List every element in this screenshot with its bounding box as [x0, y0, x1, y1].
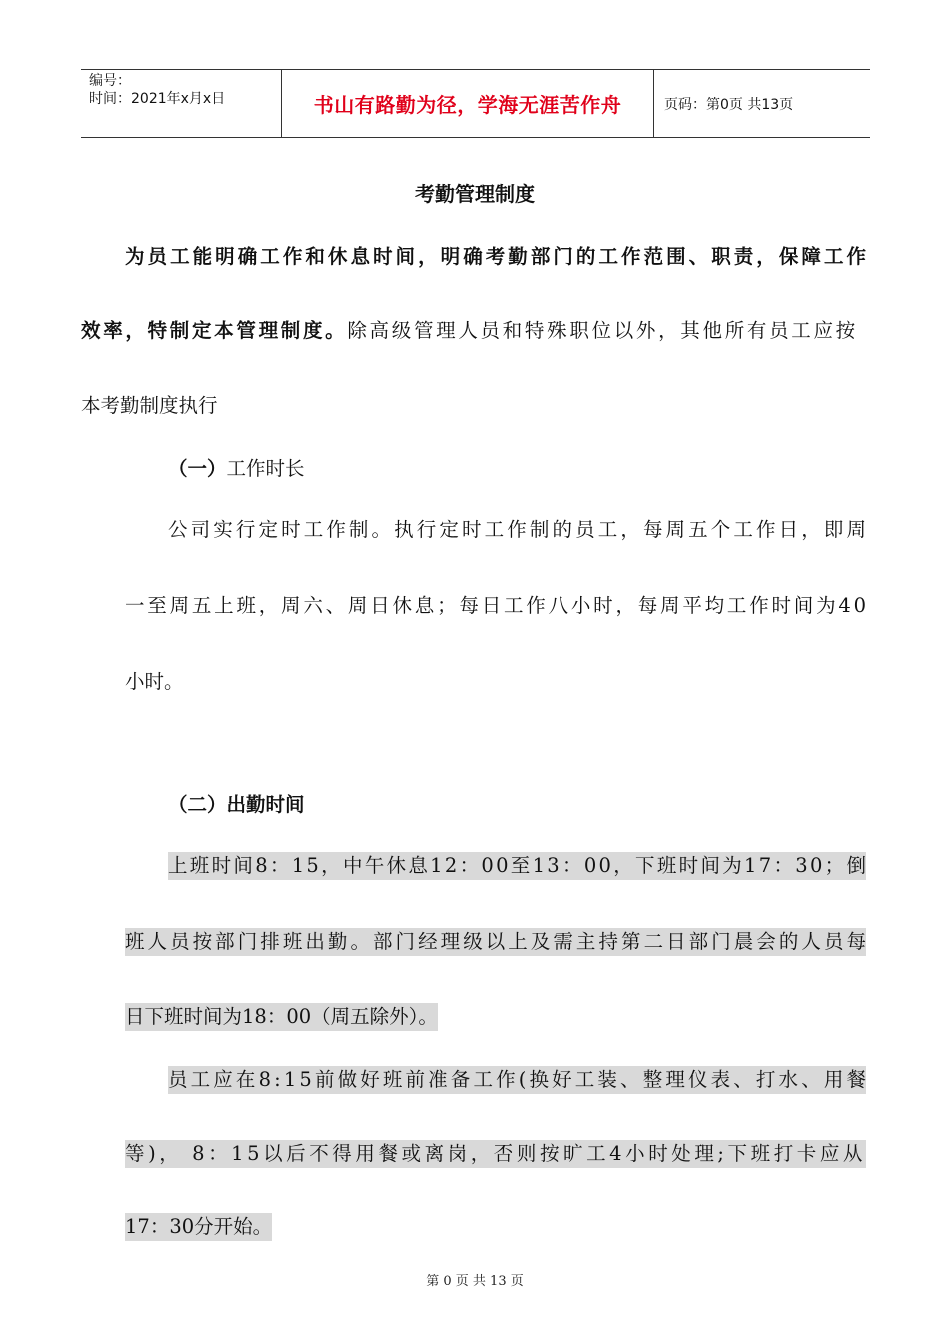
header-meta: [81, 70, 282, 137]
intro-line-3: 本考勤制度执行: [81, 394, 218, 417]
section-1-title: 工作时长: [226, 457, 305, 480]
document-title: 考勤管理制度: [415, 182, 535, 206]
page-header: [81, 69, 870, 138]
section-2-para-1-line-1: 上班时间8：15，中午休息12：00至13：00，下班时间为17：30；倒: [168, 852, 866, 880]
header-number: 编号：: [89, 73, 131, 89]
section-1-number: （一）: [168, 457, 227, 480]
intro-line-1: 为员工能明确工作和休息时间，明确考勤部门的工作范围、职责，保障工作: [125, 245, 870, 268]
section-2-para-1-line-3: 日下班时间为18：00（周五除外）。: [125, 1003, 438, 1031]
section-1-line-3: 小时。: [125, 670, 184, 693]
section-2-para-2-line-1: 员工应在8:15前做好班前准备工作(换好工装、整理仪表、打水、用餐: [168, 1066, 866, 1094]
section-2-heading: （二）出勤时间: [168, 793, 305, 816]
section-1-heading: [168, 455, 305, 483]
intro-line-2-bold: 效率，特制定本管理制度。: [81, 319, 348, 342]
header-motto: 书山有路勤为径，学海无涯苦作舟: [282, 70, 654, 137]
section-1-line-1: 公司实行定时工作制。执行定时工作制的员工，每周五个工作日，即周: [168, 518, 870, 541]
page-footer: 第 0 页 共 13 页: [426, 1274, 524, 1289]
section-2-para-2-line-3: 17：30分开始。: [125, 1213, 272, 1241]
section-2-para-1-line-2: 班人员按部门排班出勤。部门经理级以上及需主持第二日部门晨会的人员每: [125, 928, 866, 956]
header-date: 时间：2021年x月x日: [89, 91, 226, 107]
intro-line-2: [81, 317, 866, 345]
section-2-para-2-line-2: 等)， 8：15以后不得用餐或离岗，否则按旷工4小时处理;下班打卡应从: [125, 1140, 866, 1168]
header-page-info: 页码：第0页 共13页: [664, 96, 794, 113]
intro-line-2-rest: 除高级管理人员和特殊职位以外，其他所有员工应按: [347, 319, 858, 342]
section-1-line-2: 一至周五上班，周六、周日休息；每日工作八小时，每周平均工作时间为40: [125, 594, 869, 617]
